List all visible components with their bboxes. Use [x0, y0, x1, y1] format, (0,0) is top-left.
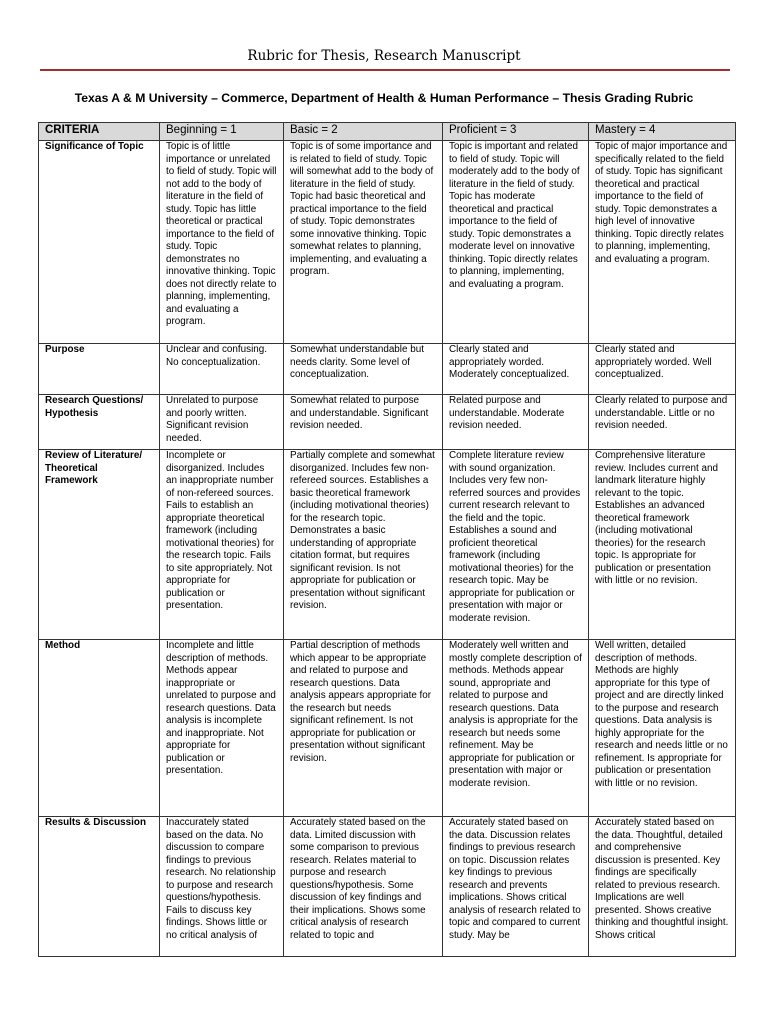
- rubric-cell: Accurately stated based on the data. Thoughtful, detailed and comprehensive discussion is presented. Key findings are specifically related to previous research. Implications are well presented. Shows creative thinking and thoughtful insight. Shows critical: [589, 817, 736, 957]
- rubric-cell: Topic of major importance and specifically related to the field of study. Topic has significant theoretical and practical importance to the field of study. Topic demonstrates a high level of innovative thinking. Topic directly relates to planning, implementing, and evaluating a program.: [589, 141, 736, 344]
- criterion-label: Significance of Topic: [39, 141, 160, 344]
- rubric-cell: Well written, detailed description of methods. Methods are highly appropriate for this type of project and are directly linked to the purpose and research questions. Data analysis is highly appropriate for the research and needs little or no refinement. Is appropriate for publication or presentation with little or no revision.: [589, 640, 736, 817]
- table-row: [39, 395, 736, 450]
- document-title: Rubric for Thesis, Research Manuscript: [247, 48, 521, 64]
- criterion-label: Method: [39, 640, 160, 817]
- rubric-table: [38, 122, 736, 957]
- rubric-cell: Topic is of some importance and is related to field of study. Topic will somewhat add to the body of literature in the field of study. Topic had basic theoretical and practical importance to the field of study. Topic demonstrates some innovative thinking. Topic somewhat relates to planning, implementing, and evaluating a program.: [284, 141, 443, 344]
- rubric-cell: Complete literature review with sound organization. Includes very few non-referred sources and provides current research relevant to the field and the topic. Establishes a sound and proficient theoretical framework (including motivational theories) for the research topic. May be appropriate for publication or presentation with major or moderate revision.: [443, 450, 589, 640]
- table-row: [39, 344, 736, 395]
- rubric-cell: Somewhat understandable but needs clarity. Some level of conceptualization.: [284, 344, 443, 395]
- rubric-cell: Inaccurately stated based on the data. No discussion to compare findings to previous research. No relationship to purpose and research questions/hypothesis. Fails to discuss key findings. Shows little or no critical analysis of: [160, 817, 284, 957]
- table-row: [39, 817, 736, 957]
- rubric-cell: Incomplete and little description of methods. Methods appear inappropriate or unrelated to purpose and research questions. Data analysis is incomplete and inappropriate. Not appropriate for publication or presentation.: [160, 640, 284, 817]
- table-row: [39, 450, 736, 640]
- rubric-cell: Topic is important and related to field of study. Topic will moderately add to the body of literature in the field of study. Topic has moderate theoretical and practical importance to the field of study. Topic demonstrates a moderate level on innovative thinking. Topic directly relates to planning, implementing, and evaluating a program.: [443, 141, 589, 344]
- rubric-cell: Partial description of methods which appear to be appropriate and related to purpose and research questions. Data analysis appears appropriate for the research but needs significant refinement. Is not appropriate for publication or presentation without significant revision.: [284, 640, 443, 817]
- rubric-cell: Incomplete or disorganized. Includes an inappropriate number of non-refereed sources. Fails to establish an appropriate theoretical framework (including motivational theories) for the research topic. Fails to site appropriately. Not appropriate for publication or presentation.: [160, 450, 284, 640]
- header-mastery: Mastery = 4: [589, 123, 736, 141]
- rubric-cell: Moderately well written and mostly complete description of methods. Methods appear sound, appropriate and related to purpose and research questions. Data analysis is appropriate for the research but needs some refinement. May be appropriate for publication or presentation with major or moderate revision.: [443, 640, 589, 817]
- rubric-cell: Accurately stated based on the data. Limited discussion with some comparison to previous research. Relates material to purpose and research questions/hypothesis. Some discussion of key findings and their implications. Shows some critical analysis of research related to topic and: [284, 817, 443, 957]
- rubric-cell: Unrelated to purpose and poorly written. Significant revision needed.: [160, 395, 284, 450]
- criterion-label: Review of Literature/ Theoretical Framework: [39, 450, 160, 640]
- document-subtitle: Texas A & M University – Commerce, Department of Health & Human Performance – Thesis Grading Rubric: [74, 91, 694, 105]
- rubric-cell: Clearly related to purpose and understandable. Little or no revision needed.: [589, 395, 736, 450]
- criterion-label: Research Questions/ Hypothesis: [39, 395, 160, 450]
- header-criteria: CRITERIA: [39, 123, 160, 141]
- rubric-cell: Topic is of little importance or unrelated to field of study. Topic will not add to the body of literature in the field of study. Topic has little theoretical or practical importance to the field of study. Topic demonstrates no innovative thinking. Topic does not directly relate to planning, implementing, and evaluating a program.: [160, 141, 284, 344]
- criterion-label: Purpose: [39, 344, 160, 395]
- header-row: [39, 123, 736, 141]
- rubric-cell: Somewhat related to purpose and understandable. Significant revision needed.: [284, 395, 443, 450]
- header-proficient: Proficient = 3: [443, 123, 589, 141]
- rubric-cell: Accurately stated based on the data. Discussion relates findings to previous research on topic. Discussion relates key findings to previous research and prevents implications. Shows critical analysis of research related to topic and compared to current study. May be: [443, 817, 589, 957]
- table-row: [39, 640, 736, 817]
- header-beginning: Beginning = 1: [160, 123, 284, 141]
- title-rule: [40, 69, 730, 71]
- criterion-label: Results & Discussion: [39, 817, 160, 957]
- rubric-cell: Clearly stated and appropriately worded. Moderately conceptualized.: [443, 344, 589, 395]
- rubric-cell: Comprehensive literature review. Includes current and landmark literature highly relevant to the topic. Establishes an advanced theoretical framework (including motivational theories) for the research topic. Is appropriate for publication or presentation with little or no revision.: [589, 450, 736, 640]
- rubric-cell: Clearly stated and appropriately worded. Well conceptualized.: [589, 344, 736, 395]
- rubric-cell: Unclear and confusing. No conceptualization.: [160, 344, 284, 395]
- table-row: [39, 141, 736, 344]
- rubric-cell: Partially complete and somewhat disorganized. Includes few non-refereed sources. Establishes a basic theoretical framework (including motivational theories) for the research topic. Demonstrates a basic understanding of appropriate citation format, but requires significant revision. Is not appropriate for publication or presentation without significant revision.: [284, 450, 443, 640]
- rubric-cell: Related purpose and understandable. Moderate revision needed.: [443, 395, 589, 450]
- header-basic: Basic = 2: [284, 123, 443, 141]
